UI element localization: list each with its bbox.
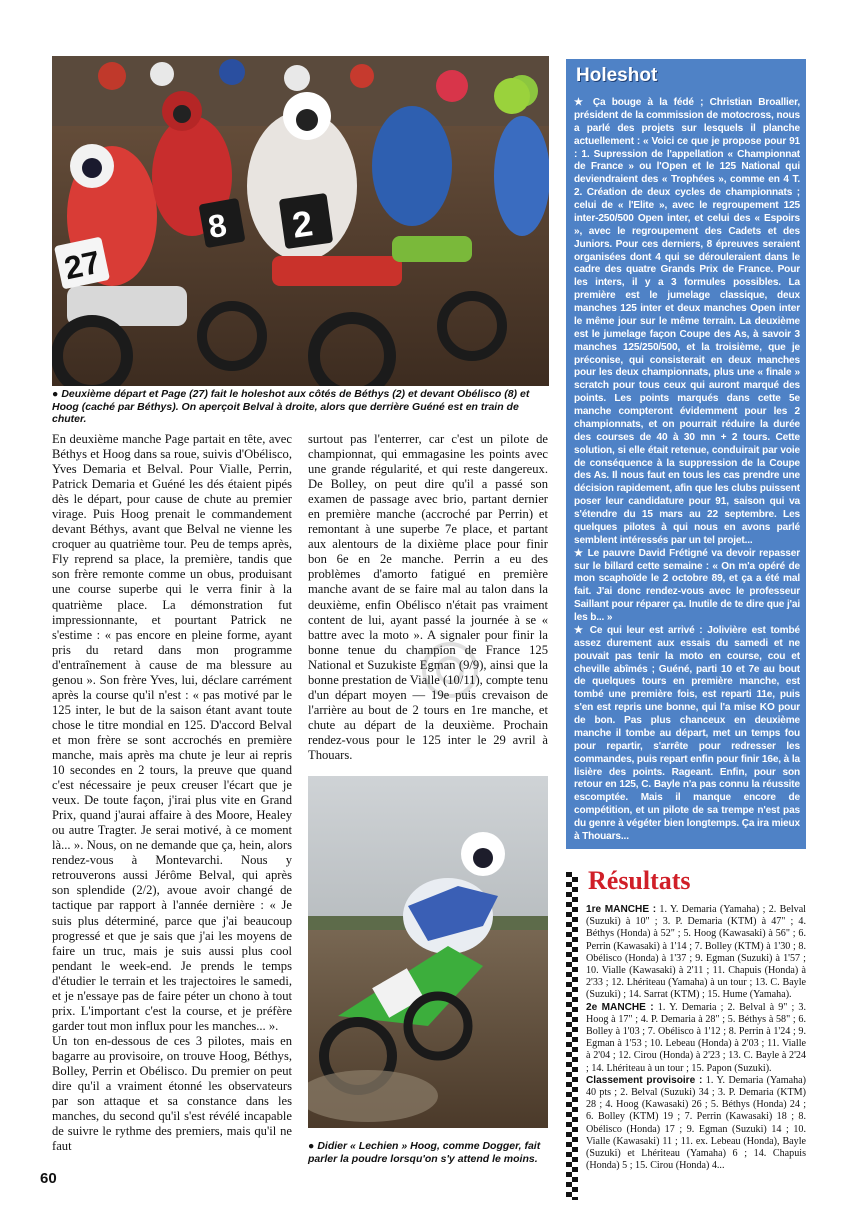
results-body bbox=[586, 904, 806, 1172]
results-title: Résultats bbox=[588, 866, 691, 895]
article-column-1 bbox=[52, 432, 292, 1154]
checkered-flag-border bbox=[566, 872, 578, 1200]
article-paragraph: surtout pas l'enterrer, car c'est un pilote de championnat, qui emmagasine les points avec une grande régularité, et qui reste dangereux. De Bolley, on peut dire qu'il a passé son examen de passage avec brio, partant dernier en première manche (accroché par Perrin) et remontant à une superbe 7e place, et partant aux alentours de la dixième place pour finir bon 6e en 2e manche. Perrin a eu des problèmes d'amorto fatigué en première manche avant de se faire mal au talon dans la deuxième, enfin Obélisco n'était pas vraiment content de lui, ayant passé la journée à se « battre avec la moto ». A signaler pour finir la bonne tenue du champion de France 125 National et Suzukiste Egman (9/9), ainsi que la bonne prestation de Vialle (10/11), compte tenu d'un départ moyen — 19e puis crevaison de l'arrière au bout de 2 tours en 1re manche, et chute au départ de la deuxième. Prochain rendez-vous pour le 125 inter le 29 avril à Thouars. bbox=[308, 432, 548, 762]
results-manche-1: 1re MANCHE : 1. Y. Demaria (Yamaha) ; 2. Belval (Suzuki) à 10" ; 3. P. Demaria (KTM) à 47" ; 4. Béthys (Honda) à 52" ; 5. Hoog (Kawasaki) à 56" ; 6. Perrin (Kawasaki) à 1'14 ; 7. Bolley (KTM) à 1'30 ; 8. Obélisco (Honda) à 1'37 ; 9. Egman (Suzuki) à 1'57 ; 10. Vialle (Kawasaki) à 2'11 ; 11. Chapuis (Honda) à 2'33 ; 12. Lhériteau (Yamaha) à un tour ; 13. C. Bayle (Suzuki) ; 14. Sarrat (KTM) ; 15. Hume (Yamaha). bbox=[586, 904, 806, 1001]
results-standings: Classement provisoire : 1. Y. Demaria (Yamaha) 40 pts ; 2. Belval (Suzuki) 34 ; 3. P. Demaria (KTM) 28 ; 4. Hoog (Kawasaki) 26 ; 5. Béthys (Honda) 24 ; 6. Bolley (KTM) 19 ; 7. Perrin (Kawasaki) 18 ; 8. Obélisco (Honda) 17 ; 9. Egman (Suzuki) 14 ; 10. Vialle (Kawasaki) 11 ; 11. ex. Lebeau (Honda), Bayle (Suzuki) et Lhériteau (Yamaha) 6 ; 14. Chapuis (Honda) 5 ; 15. Cirou (Honda) 4... bbox=[586, 1074, 806, 1172]
article-column-2 bbox=[308, 432, 548, 763]
sidebar-body bbox=[574, 97, 800, 844]
plate-2: 2 bbox=[289, 202, 316, 246]
bullet-icon: ● bbox=[52, 388, 59, 400]
results-box bbox=[566, 862, 806, 1207]
sidebar-paragraph: ★ Ce qui leur est arrivé : Jolivière est tombé assez durement aux essais du samedi et ne pouvait pas tenir la moto en course, cou et cheville abîmés ; Guéné, parti 10 et 7e au bout de quelques tours en première manche, est tombé une première fois, est reparti 11e, puis s'en est repris une bonne, qui l'a mise KO pour de bon. Pas plus chanceux en deuxième manche il tombe au départ, met un temps fou pour repartir, s'arrête pour redresser les commandes, puis repart enfin pour finir 16e, à la lisière des points. Rageant. Enfin, pour son retour en 125, C. Bayle n'a pas connu la réussite escomptée. Mais il manque encore de compétition, et un pilote de sa trempe n'est pas du genre à végéter bien longtemps. Ça ira mieux à Thouars... bbox=[574, 624, 800, 842]
plate-27: 27 bbox=[61, 243, 104, 287]
bullet-icon: ● bbox=[308, 1140, 315, 1152]
article-paragraph: Un ton en-dessous de ces 3 pilotes, mais en bagarre au provisoire, on trouve Hoog, Béthys, Bolley, Perrin et Obélisco. Du premier on peut dire qu'il a vraiment étonné les observateurs par son attaque et sa constance dans les manches, du second qu'il s'est révélé incapable de suivre le rythme des premiers, mais qu'il ne faut bbox=[52, 1033, 292, 1154]
article-paragraph: En deuxième manche Page partait en tête, avec Béthys et Hoog dans sa roue, suivis d'Obélisco, Yves Demaria et Belval. Pour Vialle, Perrin, Patrick Demaria et Guéné les dés étaient pipés dès le départ, pour cause de chute au premier virage. Puis Hoog prenait le commandement devant Béthys, avant que Belval ne vienne les croquer au quatrième tour. Peu de temps après, Fly reprend sa place, la première, tandis que son frère remonte comme un obus, produisant une course superbe qui le verra finir à la quatrième place. La démonstration fut impressionnante, et pourtant Patrick ne s'estime : « pas encore en pleine forme, ayant pris du retard dans mon programme d'entraînement à cause de ma blessure au genou ». Son frère Yves, lui, déclare carrément après la course qu'il n'est : « pas motivé par le 125 inter, le but de la saison étant avant toute chose le titre mondial en 125. D'accord Belval et mon frère se sont accrochés en première manche, mais après ma chute je leur ai repris 10 secondes en 2 tours, la preuve que quand c'est nécessaire je peux creuser l'écart que je veux. De toute façon, j'irai plus vite en Grand Prix, quand j'aurai affaire à des Moore, Healey ou autre Tragter. Je serai motivé, à ce moment là... ». Nous, on ne demande que ça, hein, alors rendez-vous à Montevarchi. Nous y retrouverons aussi Jérôme Belval, qui après son splendide (2/2), avoue avoir changé de tactique par rapport à l'année dernière : « Je suis plus déterminé, parce que j'ai beaucoup progressé et que je sais que j'ai les moyens de faire un truc, mais je suis aussi plus cool pendant le week-end. Je prends le temps d'étudier le terrain et les trajectoires le samedi, et je n'essaye pas de faire péter un chono à tout prix. L'important c'est la course, et je préfère garder tout mon influx pour les manches... ». bbox=[52, 432, 292, 1033]
results-manche-2: 2e MANCHE : 1. Y. Demaria ; 2. Belval à 9" ; 3. Hoog à 17" ; 4. P. Demaria à 28" ; 5. Béthys à 58" ; 6. Bolley à 1'03 ; 7. Obélisco à 1'12 ; 8. Perrin à 1'24 ; 9. Egman à 1'53 ; 10. Lebeau (Honda) à 2'03 ; 11. Vialle à 2'04 ; 12. Cirou (Honda) à 2'23 ; 13. C. Bayle à 2'24 ; 14. Lhériteau à un tour ; 15. Papon (Suzuki). bbox=[586, 1001, 807, 1074]
watermark-logo bbox=[420, 640, 480, 700]
sidebar-paragraph: ★ Ça bouge à la fédé ; Christian Broallier, président de la commission de motocross, nous a parlé des projets sur lesquels il planche actuellement : « Voici ce que je propose pour 91 : 1. Supression de l'appellation « Championnat de France » ou l'Open et le 125 National qui deviendraient des « Trophées », comme en 4 T. 2. Création de deux cycles de championnats ; celui de « l'Elite », avec le regroupement 125 inter-250/500 Open inter, et celui des « Espoirs », avec le regroupement des Cadets et des Juniors. Pour ces derniers, 8 épreuves seraient organisées dont 4 qui se dérouleraient dans le cadre des quatre Grands Prix de France. Pour les inters, il y a 3 formules possibles. La première est le jumelage classique, deux manches 125 inter et deux manches Open inter le même jour sur le même terrain. La deuxième est le jumelage façon Coupe des As, à savoir 3 manches 125/250/500, et la troisième, que je préconise, qui consisterait en deux manches pour les deux championnats, plus une « finale » scratch pour tous ceux qui auront marqué des points. Les points marqués dans cette 5e manche compteront évidemment pour les 2 championnats, et on pourrait réduire la durée des courses de 40 à 30 mn + 2 tours. Cette solution, si elle était retenue, conduirait par voie de conséquence à la suppression de la Coupe des As. Il nous faut en tous les cas prendre une décision rapidement, afin que les clubs puissent poser leur candidature pour 91, saison qui va s'étendre du 15 mars au 22 septembre. Les quelques pilotes à qui nous en avons parlé semblent intéressés par un tel projet... bbox=[574, 97, 800, 546]
holeshot-sidebar bbox=[566, 59, 806, 849]
page-number: 60 bbox=[40, 1170, 57, 1187]
sidebar-paragraph: ★ Le pauvre David Frétigné va devoir repasser sur le billard cette semaine : « On m'a opéré de mon scaphoïde le 2 octobre 89, et ça a été mal fait. J'ai donc rendez-vous avec le professeur Saillant pour réparer ça. Inutile de te dire que j'ai les b... » bbox=[574, 547, 800, 623]
photo-hoog bbox=[308, 776, 548, 1128]
plate-8: 8 bbox=[205, 206, 230, 246]
sidebar-title: Holeshot bbox=[576, 65, 658, 86]
photo2-caption: ● Didier « Lechien » Hoog, comme Dogger, fait parler la poudre lorsqu'on s'y attend le moins. bbox=[308, 1140, 541, 1165]
photo-holeshot-start bbox=[52, 56, 549, 386]
photo1-caption: ● Deuxième départ et Page (27) fait le holeshot aux côtés de Béthys (2) et devant Obélisco (8) et Hoog (caché par Béthys). On aperçoit Belval à droite, alors que derrière Guéné est en train de chuter. bbox=[52, 388, 530, 425]
